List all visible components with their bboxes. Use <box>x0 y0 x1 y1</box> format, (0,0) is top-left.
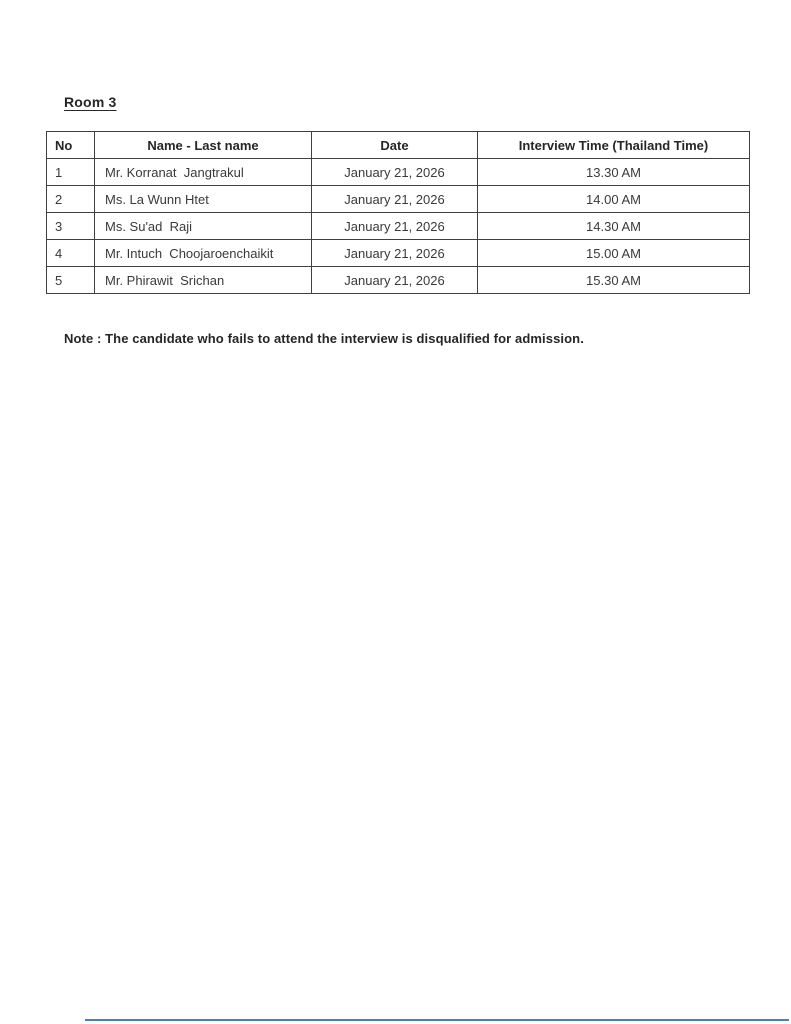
cell-name: Mr. Phirawit Srichan <box>95 267 312 294</box>
table-row <box>47 213 750 240</box>
table-row <box>47 267 750 294</box>
table-row <box>47 240 750 267</box>
cell-name: Mr. Korranat Jangtrakul <box>95 159 312 186</box>
cell-no: 2 <box>47 186 95 213</box>
cell-date: January 21, 2026 <box>312 159 478 186</box>
cell-time: 15.00 AM <box>478 240 750 267</box>
cell-no: 3 <box>47 213 95 240</box>
cell-date: January 21, 2026 <box>312 186 478 213</box>
header-interview-time: Interview Time (Thailand Time) <box>478 132 750 159</box>
header-date: Date <box>312 132 478 159</box>
table-row <box>47 186 750 213</box>
cell-name: Ms. La Wunn Htet <box>95 186 312 213</box>
cell-name: Mr. Intuch Choojaroenchaikit <box>95 240 312 267</box>
cell-name: Ms. Su'ad Raji <box>95 213 312 240</box>
table-header-row <box>47 132 750 159</box>
cell-no: 5 <box>47 267 95 294</box>
header-no: No <box>47 132 95 159</box>
note-text: Note : The candidate who fails to attend the interview is disqualified for admission. <box>64 331 584 346</box>
cell-time: 14.30 AM <box>478 213 750 240</box>
footer-divider-line <box>85 1019 789 1021</box>
table-row <box>47 159 750 186</box>
cell-date: January 21, 2026 <box>312 240 478 267</box>
header-name: Name - Last name <box>95 132 312 159</box>
cell-no: 4 <box>47 240 95 267</box>
cell-date: January 21, 2026 <box>312 267 478 294</box>
cell-time: 13.30 AM <box>478 159 750 186</box>
cell-time: 14.00 AM <box>478 186 750 213</box>
cell-no: 1 <box>47 159 95 186</box>
room-heading: Room 3 <box>64 94 117 110</box>
cell-date: January 21, 2026 <box>312 213 478 240</box>
cell-time: 15.30 AM <box>478 267 750 294</box>
interview-schedule-table <box>46 131 750 294</box>
